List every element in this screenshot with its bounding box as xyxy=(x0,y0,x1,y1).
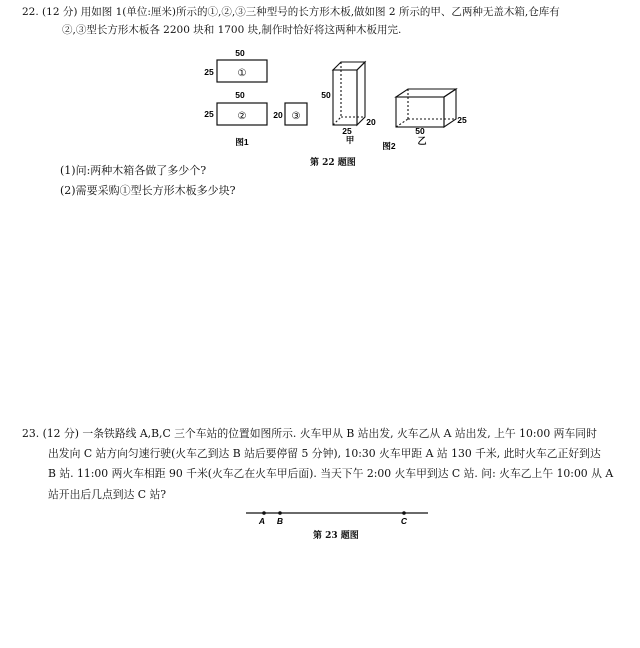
station-b-label: B xyxy=(276,516,284,526)
q23-line2: 出发向 C 站方向匀速行驶(火车乙到达 B 站后要停留 5 分钟), 10:30 火车甲距 A 站 130 千米, 此时火车乙正好到达 xyxy=(48,447,601,460)
board1-mark: ① xyxy=(237,68,247,79)
station-a-dot xyxy=(262,511,266,515)
box-jia-name: 甲 xyxy=(345,135,355,145)
q22-line1: 22. (12 分) 用如图 1(单位:厘米)所示的①,②,③三种型号的长方形木板,做如图 2 所示的甲、乙两种无盖木箱,仓库有 xyxy=(22,6,560,18)
box-jia-height: 50 xyxy=(321,90,331,100)
box-yi xyxy=(396,89,456,127)
box-yi-name: 乙 xyxy=(417,136,427,146)
fig1-label: 图1 xyxy=(235,137,249,147)
board1-width: 50 xyxy=(235,48,245,58)
station-a-label: A xyxy=(258,516,266,526)
q22-sub2: (2)需要采购①型长方形木板多少块? xyxy=(60,184,236,197)
station-c-dot xyxy=(402,511,406,515)
board3-height: 20 xyxy=(273,110,283,120)
board1-height: 25 xyxy=(204,67,214,77)
box-yi-width: 50 xyxy=(415,126,425,136)
q22-fig-caption: 第 22 题图 xyxy=(310,158,356,168)
board3-mark: ③ xyxy=(291,111,301,122)
q23-line4: 站开出后几点到达 C 站? xyxy=(48,488,167,501)
box-jia xyxy=(333,62,365,125)
station-c-label: C xyxy=(400,516,408,526)
q23-line1: 23. (12 分) 一条铁路线 A,B,C 三个车站的位置如图所示. 火车甲从 B 站出发, 火车乙从 A 站出发, 上午 10:00 两车同时 xyxy=(22,427,597,440)
box-jia-depth: 20 xyxy=(366,117,376,127)
box-jia-width: 25 xyxy=(342,126,352,136)
q23-fig-caption: 第 23 题图 xyxy=(313,531,359,541)
board2-width: 50 xyxy=(235,90,245,100)
q23-line3: B 站. 11:00 两火车相距 90 千米(火车乙在火车甲后面). 当天下午 2:00 火车甲到达 C 站. 问: 火车乙上午 10:00 从 A xyxy=(48,467,614,480)
q22-sub1: (1)问:两种木箱各做了多少个? xyxy=(60,164,207,177)
q23-figure xyxy=(240,506,440,528)
board2-height: 25 xyxy=(204,109,214,119)
box-yi-depth: 25 xyxy=(457,115,467,125)
board2-mark: ② xyxy=(237,111,247,122)
station-b-dot xyxy=(278,511,282,515)
q22-line2: ②,③型长方形木板各 2200 块和 1700 块,制作时恰好将这两种木板用完. xyxy=(62,24,402,36)
q22-figure xyxy=(190,45,480,165)
fig2-label: 图2 xyxy=(382,141,396,151)
